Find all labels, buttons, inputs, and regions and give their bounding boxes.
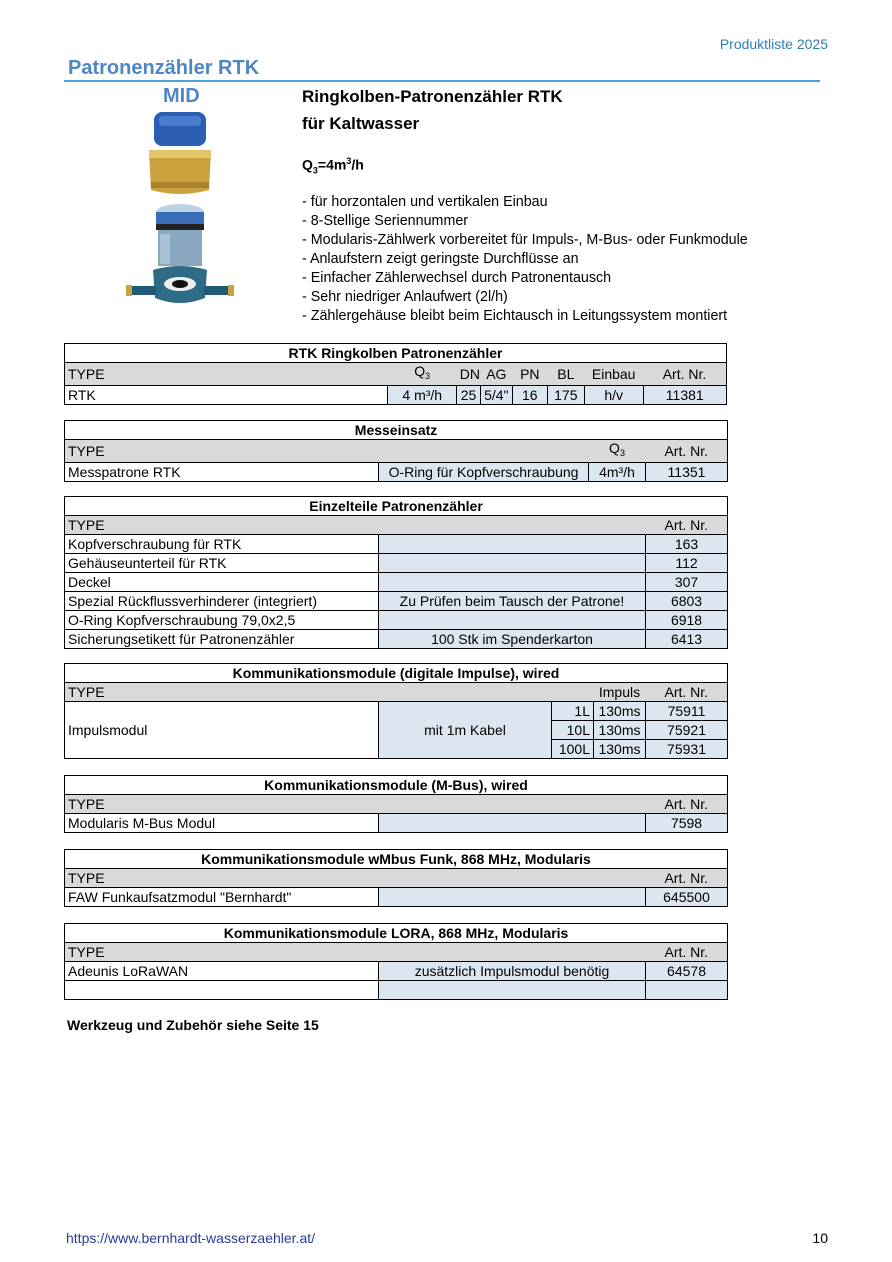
cell-art: 11351 [646, 463, 728, 482]
product-image [125, 112, 235, 312]
col-art: Art. Nr. [646, 943, 728, 962]
cell-art: 7598 [646, 814, 728, 833]
table-row [65, 814, 728, 833]
einzelteile-table [64, 496, 728, 649]
col-einbau: Einbau [584, 363, 643, 386]
cell-art: 307 [646, 573, 728, 592]
cell-art: 11381 [643, 386, 726, 405]
mid-badge: MID [163, 85, 200, 107]
cell-type [65, 981, 379, 1000]
title-divider [64, 80, 820, 82]
feature-item: - Zählergehäuse bleibt beim Eichtausch in Leitungssystem montiert [302, 308, 728, 324]
col-type: TYPE [65, 516, 379, 535]
cell-note: mit 1m Kabel [379, 702, 552, 759]
table-row [65, 554, 728, 573]
wmbus-modules-table [64, 849, 728, 907]
col-art: Art. Nr. [643, 363, 726, 386]
col-ag: AG [480, 363, 512, 386]
cell-impuls: 130ms [594, 702, 646, 721]
cell-einbau: h/v [584, 386, 643, 405]
cell-note [379, 611, 646, 630]
col-art: Art. Nr. [646, 516, 728, 535]
cell-liter: 10L [552, 721, 594, 740]
cell-art: 112 [646, 554, 728, 573]
feature-item: - Einfacher Zählerwechsel durch Patronentausch [302, 270, 612, 286]
cell-type: Spezial Rückflussverhinderer (integriert) [65, 592, 379, 611]
product-subtitle: für Kaltwasser [302, 114, 420, 133]
cell-type: Deckel [65, 573, 379, 592]
mbus-modules-table [64, 775, 728, 833]
col-note [379, 795, 646, 814]
table-row [65, 573, 728, 592]
cell-type: RTK [65, 386, 388, 405]
cell-note [379, 888, 646, 907]
col-type: TYPE [65, 440, 379, 463]
cell-ag: 5/4" [480, 386, 512, 405]
col-note [379, 516, 646, 535]
q3-spec: $Q_3=4m^3/h$ [302, 156, 364, 176]
table-header-row [65, 683, 728, 702]
table-title: Kommunikationsmodule (M-Bus), wired [65, 776, 728, 795]
rtk-table [64, 343, 727, 405]
col-note [379, 943, 646, 962]
col-art: Art. Nr. [646, 440, 728, 463]
col-type: TYPE [65, 943, 379, 962]
col-liter [552, 683, 594, 702]
cell-art: 6918 [646, 611, 728, 630]
table-row [65, 981, 728, 1000]
cell-type: Sicherungsetikett für Patronenzähler [65, 630, 379, 649]
table-header-row [65, 869, 728, 888]
cell-art: 75921 [646, 721, 728, 740]
product-list-label: Produktliste 2025 [719, 36, 828, 52]
cell-note: Zu Prüfen beim Tausch der Patrone! [379, 592, 646, 611]
col-art: Art. Nr. [646, 795, 728, 814]
col-pn: PN [512, 363, 547, 386]
col-type: TYPE [65, 363, 388, 386]
col-note [379, 683, 552, 702]
cell-art: 75931 [646, 740, 728, 759]
col-type: TYPE [65, 683, 379, 702]
lora-modules-table [64, 923, 728, 1000]
col-note [379, 440, 589, 463]
product-title: Ringkolben-Patronenzähler RTK [302, 87, 563, 106]
cell-art: 64578 [646, 962, 728, 981]
cell-note [379, 554, 646, 573]
cell-liter: 1L [552, 702, 594, 721]
table-header-row [65, 943, 728, 962]
cell-art [646, 981, 728, 1000]
cell-pn: 16 [512, 386, 547, 405]
table-header-row [65, 440, 728, 463]
table-header-row [65, 516, 728, 535]
col-q3: $Q_3$ [388, 363, 457, 386]
cell-art: 163 [646, 535, 728, 554]
cell-q3: 4m³/h [589, 463, 646, 482]
cell-impuls: 130ms [594, 721, 646, 740]
cell-impuls: 130ms [594, 740, 646, 759]
cell-type: Adeunis LoRaWAN [65, 962, 379, 981]
cell-note [379, 573, 646, 592]
cell-type: Gehäuseunterteil für RTK [65, 554, 379, 573]
cell-art: 645500 [646, 888, 728, 907]
cell-bl: 175 [547, 386, 584, 405]
feature-list [302, 193, 748, 326]
cell-note: O-Ring für Kopfverschraubung [379, 463, 589, 482]
table-header-row [65, 795, 728, 814]
col-type: TYPE [65, 869, 379, 888]
table-title: Einzelteile Patronenzähler [65, 497, 728, 516]
table-row [65, 630, 728, 649]
cell-type: Impulsmodul [65, 702, 379, 759]
table-header-row [65, 363, 727, 386]
page-number: 10 [812, 1230, 828, 1246]
col-impuls: Impuls [594, 683, 646, 702]
cell-note [379, 981, 646, 1000]
cell-art: 6413 [646, 630, 728, 649]
table-row [65, 535, 728, 554]
impulse-modules-table [64, 663, 728, 759]
table-row [65, 463, 728, 482]
cell-liter: 100L [552, 740, 594, 759]
feature-item: - Anlaufstern zeigt geringste Durchflüsse an [302, 251, 579, 267]
cell-note: 100 Stk im Spenderkarton [379, 630, 646, 649]
table-title: Messeinsatz [65, 421, 728, 440]
col-q3: $Q_3$ [589, 440, 646, 463]
table-title: Kommunikationsmodule LORA, 868 MHz, Modularis [65, 924, 728, 943]
footer-website-link[interactable]: https://www.bernhardt-wasserzaehler.at/ [66, 1230, 316, 1246]
cell-art: 75911 [646, 702, 728, 721]
table-row [65, 592, 728, 611]
table-row [65, 888, 728, 907]
col-art: Art. Nr. [646, 683, 728, 702]
cell-art: 6803 [646, 592, 728, 611]
cell-type: Modularis M-Bus Modul [65, 814, 379, 833]
col-type: TYPE [65, 795, 379, 814]
table-row [65, 386, 727, 405]
cell-q3: 4 m³/h [388, 386, 457, 405]
cell-dn: 25 [457, 386, 481, 405]
table-title: Kommunikationsmodule (digitale Impulse), wired [65, 664, 728, 683]
cell-type: FAW Funkaufsatzmodul "Bernhardt" [65, 888, 379, 907]
table-row [65, 611, 728, 630]
table-row [65, 702, 728, 721]
feature-item: - 8-Stellige Seriennummer [302, 213, 469, 229]
page-title: Patronenzähler RTK [68, 57, 260, 79]
table-title: Kommunikationsmodule wMbus Funk, 868 MHz, Modularis [65, 850, 728, 869]
cell-note [379, 535, 646, 554]
col-note [379, 869, 646, 888]
messeinsatz-table-body [64, 439, 728, 482]
cell-type: Messpatrone RTK [65, 463, 379, 482]
cell-note [379, 814, 646, 833]
tools-reference-note: Werkzeug und Zubehör siehe Seite 15 [67, 1017, 319, 1033]
feature-item: - Sehr niedriger Anlaufwert (2l/h) [302, 289, 508, 305]
cell-note: zusätzlich Impulsmodul benötig [379, 962, 646, 981]
col-bl: BL [547, 363, 584, 386]
feature-item: - für horzontalen und vertikalen Einbau [302, 194, 548, 210]
table-title: RTK Ringkolben Patronenzähler [65, 344, 727, 363]
cell-type: Kopfverschraubung für RTK [65, 535, 379, 554]
table-row [65, 962, 728, 981]
col-art: Art. Nr. [646, 869, 728, 888]
messeinsatz-table [64, 420, 728, 440]
col-dn: DN [457, 363, 481, 386]
cell-type: O-Ring Kopfverschraubung 79,0x2,5 [65, 611, 379, 630]
feature-item: - Modularis-Zählwerk vorbereitet für Impuls-, M-Bus- oder Funkmodule [302, 232, 748, 248]
